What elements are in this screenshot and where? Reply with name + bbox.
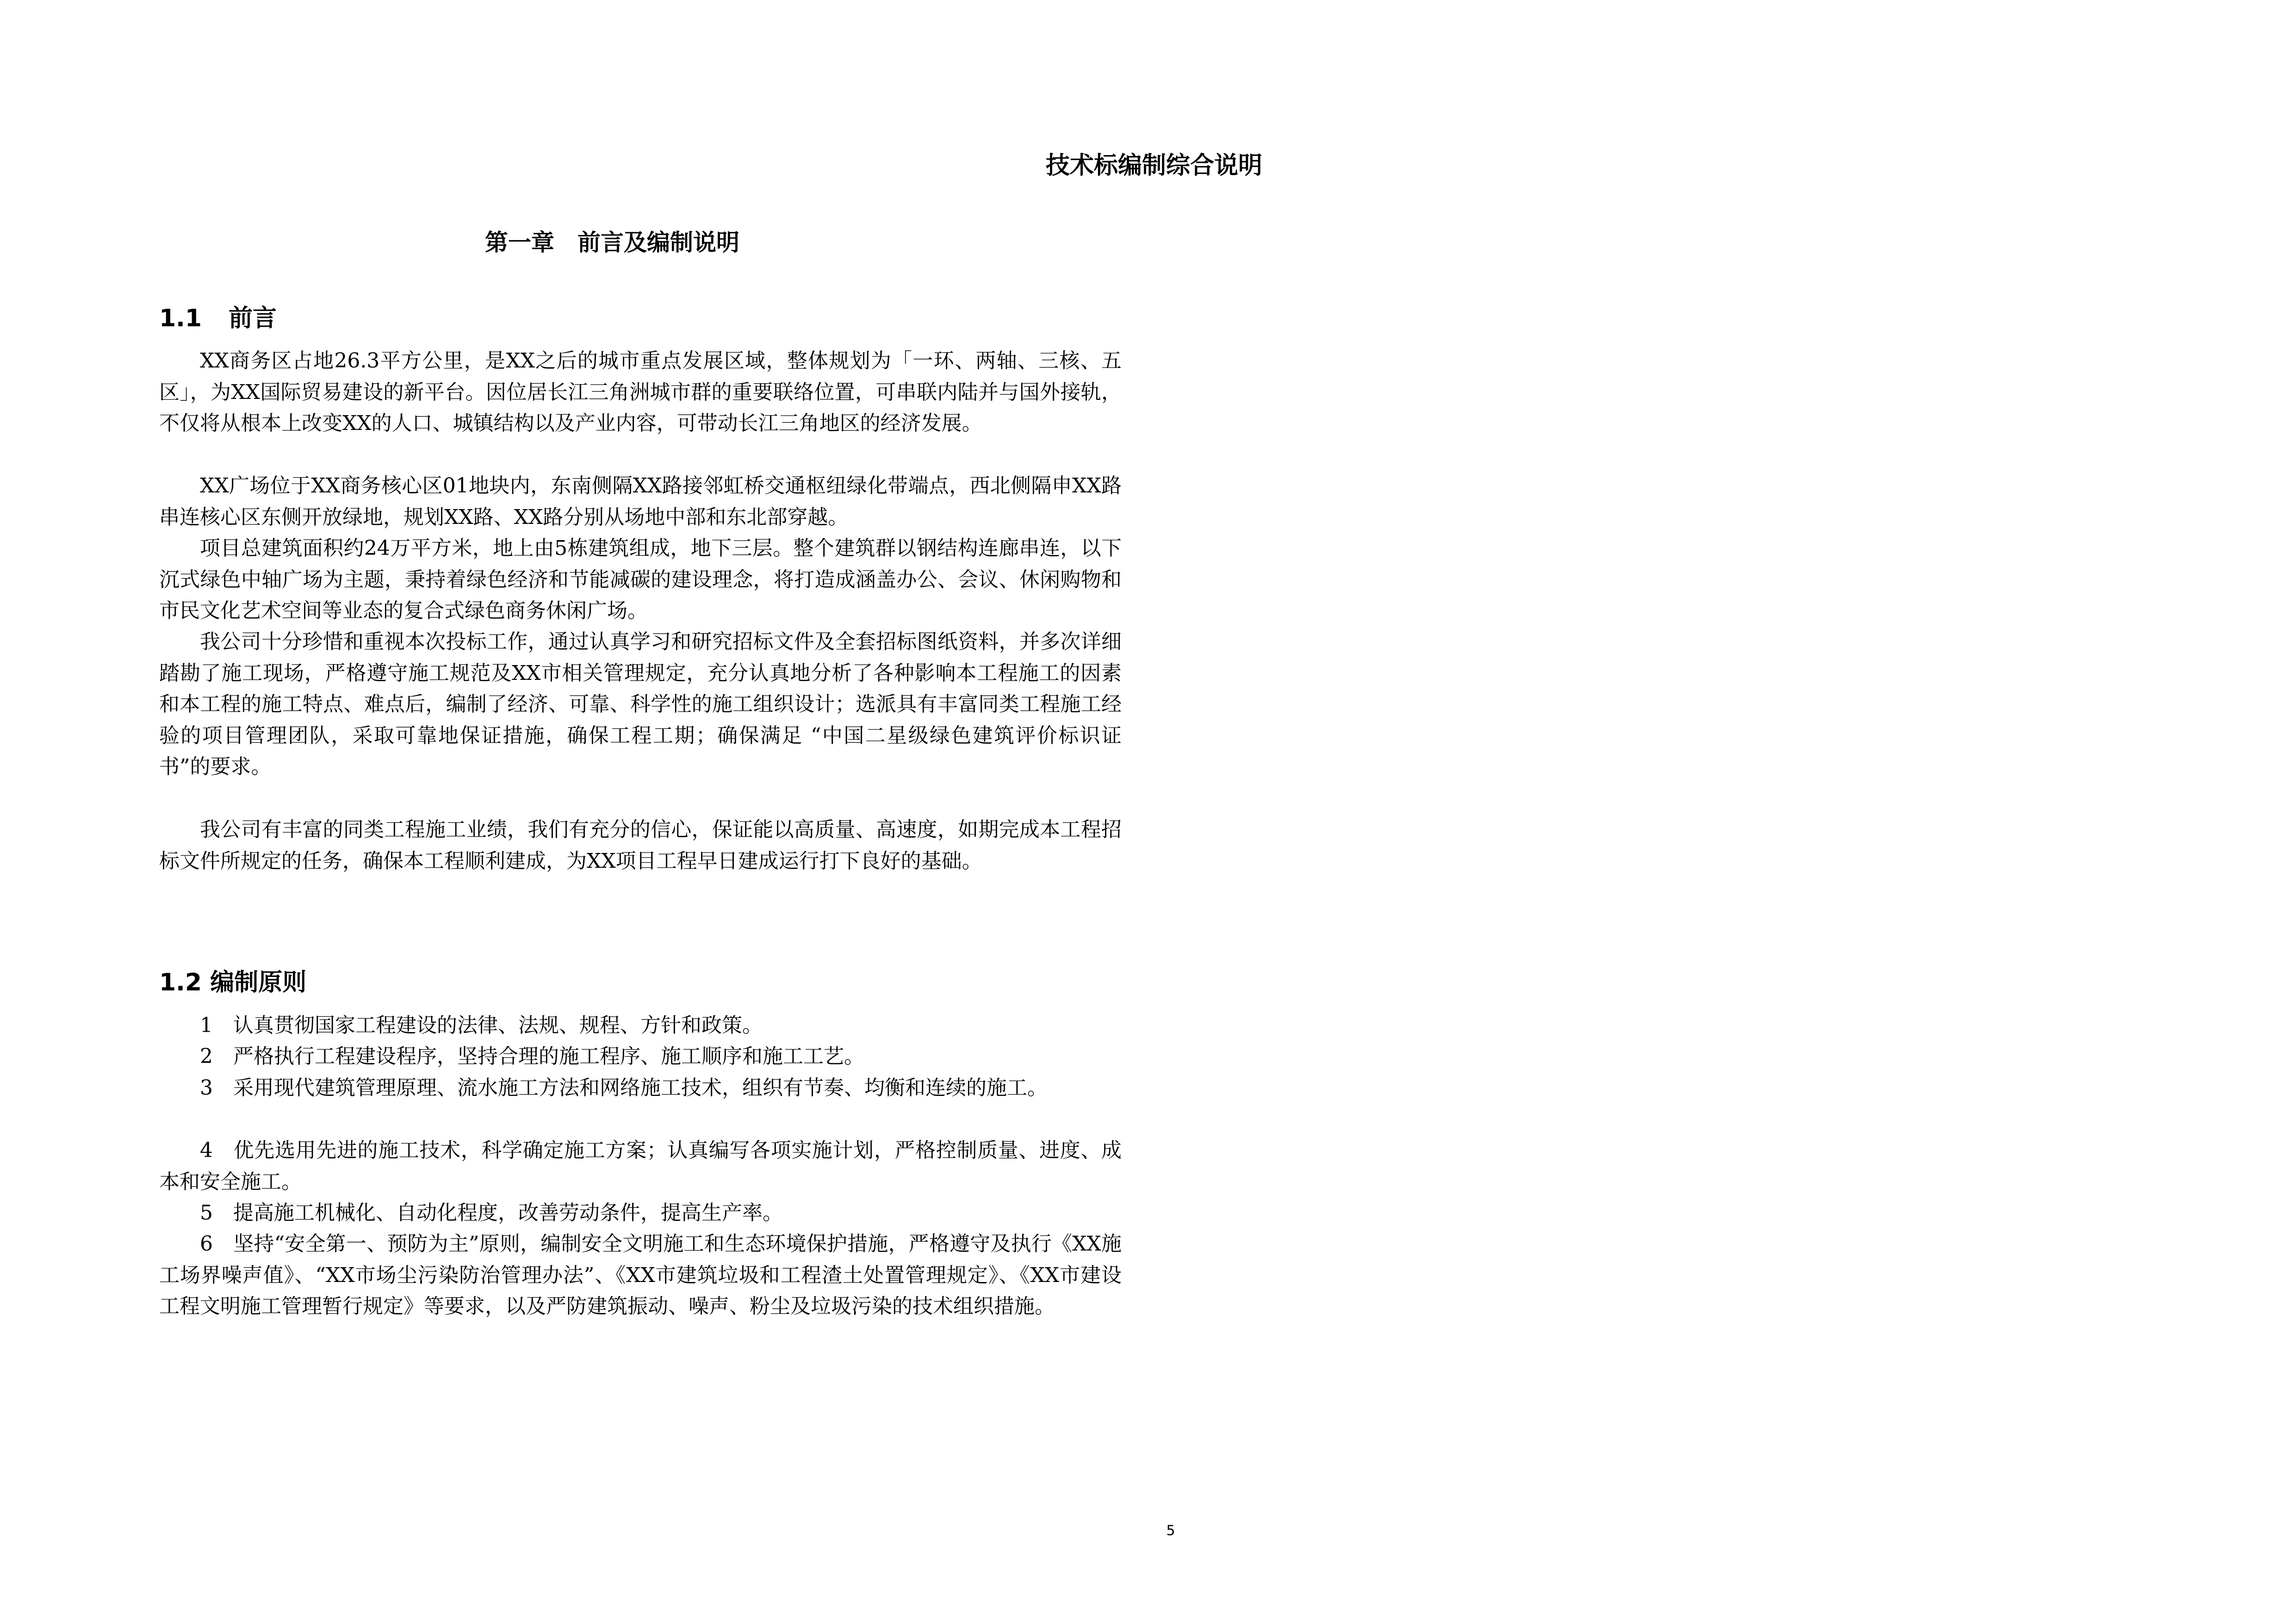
page-number: 5 (1166, 1523, 1175, 1539)
chapter-title: 第一章 前言及编制说明 (485, 229, 739, 256)
section-number: 1.1 (159, 305, 202, 332)
paragraph-3: 项目总建筑面积约24万平方米，地上由5栋建筑组成，地下三层。整个建筑群以钢结构连廊串连，以下沉式绿色中轴广场为主题，秉持着绿色经济和节能减碳的建设理念，将打造成涵盖办公、会议、休闲购物和市民文化艺术空间等业态的复合式绿色商务休闲广场。 (159, 536, 1122, 622)
document-title: 技术标编制综合说明 (1046, 152, 1263, 180)
paragraph-2: XX广场位于XX商务核心区01地块内，东南侧隔XX路接邻虹桥交通枢纽绿化带端点，西北侧隔申XX路串连核心区东侧开放绿地，规划XX路、XX路分别从场地中部和东北部穿越。 (159, 474, 1122, 529)
item-number: 5 (200, 1201, 213, 1225)
section-title: 前言 (229, 305, 277, 332)
principle-item-1 (159, 1010, 1122, 1041)
principle-item-4 (159, 1135, 1122, 1197)
item-text: 认真贯彻国家工程建设的法律、法规、规程、方针和政策。 (233, 1014, 763, 1037)
paragraph-4: 我公司十分珍惜和重视本次投标工作，通过认真学习和研究招标文件及全套招标图纸资料，并多次详细踏勘了施工现场，严格遵守施工规范及XX市相关管理规定，充分认真地分析了各种影响本工程施工的因素和本工程的施工特点、难点后，编制了经济、可靠、科学性的施工组织设计；选派具有丰富同类工程施工经验的项目管理团队，采取可靠地保证措施，确保工程工期；确保满足 “中国二星级绿色建筑评价标识证书”的要求。 (159, 630, 1122, 778)
item-text: 采用现代建筑管理原理、流水施工方法和网络施工技术，组织有节奏、均衡和连续的施工。 (233, 1076, 1048, 1100)
item-number: 6 (200, 1232, 213, 1256)
principle-item-6 (159, 1228, 1122, 1322)
item-text: 优先选用先进的施工技术，科学确定施工方案；认真编写各项实施计划，严格控制质量、进度、成本和安全施工。 (159, 1139, 1122, 1194)
item-text: 提高施工机械化、自动化程度，改善劳动条件，提高生产率。 (233, 1201, 783, 1225)
item-number: 2 (200, 1045, 213, 1068)
section-title: 编制原则 (210, 969, 307, 996)
item-number: 1 (200, 1014, 213, 1037)
item-text: 坚持“安全第一、预防为主”原则，编制安全文明施工和生态环境保护措施，严格遵守及执行《XX施工场界噪声值》、“XX市场尘污染防治管理办法”、《XX市建筑垃圾和工程渣土处置管理规定》、《XX市建设工程文明施工管理暂行规定》等要求，以及严防建筑振动、噪声、粉尘及垃圾污染的技术组织措施。 (159, 1232, 1122, 1318)
principle-item-5 (159, 1197, 1122, 1229)
paragraph-5: 我公司有丰富的同类工程施工业绩，我们有充分的信心，保证能以高质量、高速度，如期完成本工程招标文件所规定的任务，确保本工程顺利建成，为XX项目工程早日建成运行打下良好的基础。 (159, 818, 1122, 873)
section-heading-1-1 (159, 300, 277, 337)
section-heading-1-2 (159, 964, 306, 1001)
item-text: 严格执行工程建设程序，坚持合理的施工程序、施工顺序和施工工艺。 (233, 1045, 864, 1068)
principle-item-2 (159, 1041, 1122, 1072)
item-number: 3 (200, 1076, 213, 1100)
section-number: 1.2 (159, 969, 202, 996)
principle-item-3 (159, 1072, 1122, 1104)
paragraph-1: XX商务区占地26.3平方公里，是XX之后的城市重点发展区域，整体规划为「一环、两轴、三核、五区」，为XX国际贸易建设的新平台。因位居长江三角洲城市群的重要联络位置，可串联内陆并与国外接轨，不仅将从根本上改变XX的人口、城镇结构以及产业内容，可带动长江三角地区的经济发展。 (159, 349, 1122, 435)
item-number: 4 (200, 1139, 213, 1162)
